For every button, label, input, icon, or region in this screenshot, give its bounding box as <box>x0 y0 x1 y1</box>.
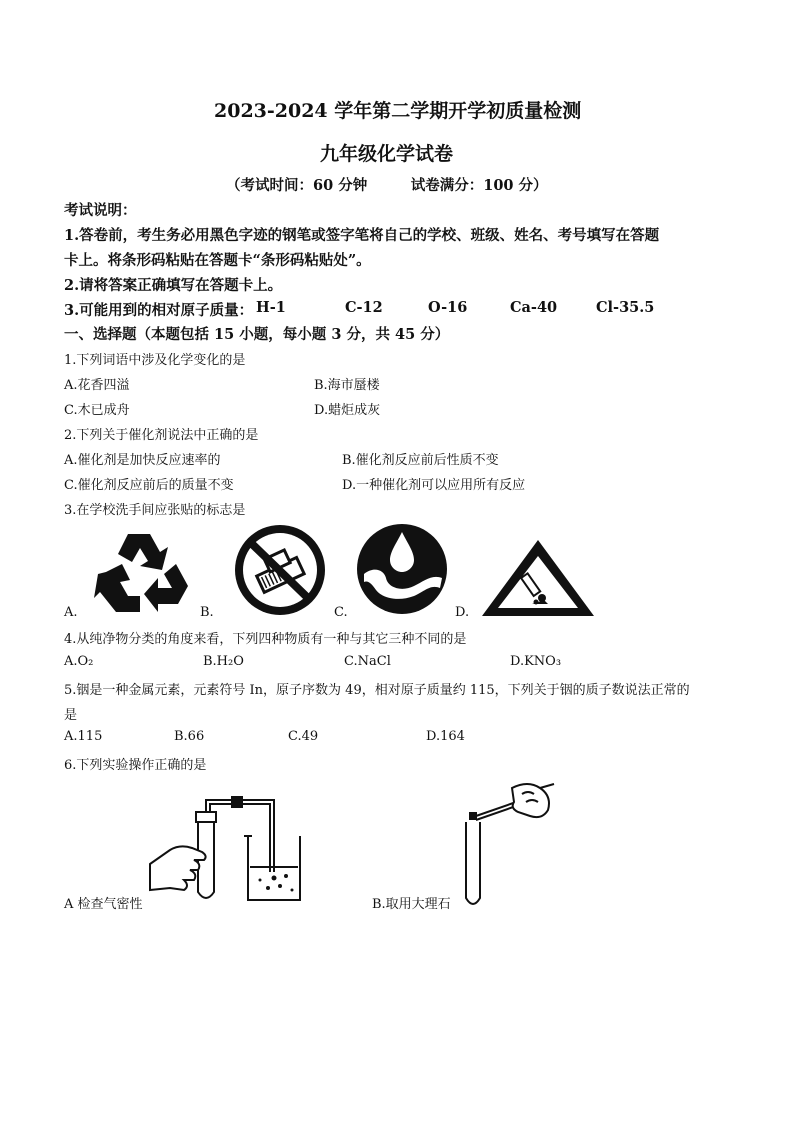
q2-option-d: D.一种催化剂可以应用所有反应 <box>342 478 526 493</box>
q5-option-b: B.66 <box>174 729 205 744</box>
exam-title: 2023-2024 学年第二学期开学初质量检测 <box>214 100 582 122</box>
q4-option-c: C.NaCl <box>344 654 391 669</box>
atomic-mass-cl: Cl-35.5 <box>596 299 655 316</box>
q5-stem-line2: 是 <box>64 708 78 723</box>
q2-option-b: B.催化剂反应前后性质不变 <box>342 453 499 468</box>
atomic-mass-h: H-1 <box>256 299 286 316</box>
instruction-1a: 1.答卷前，考生务必用黑色字迹的钢笔或签字笔将自己的学校、班级、姓名、考号填写在答题 <box>64 227 660 244</box>
toxic-warning-sign-icon <box>478 536 598 620</box>
atomic-mass-o: O-16 <box>428 299 468 316</box>
q6-option-b: B.取用大理石 <box>372 897 451 912</box>
q2-option-c: C.催化剂反应前后的质量不变 <box>64 478 234 493</box>
atomic-mass-ca: Ca-40 <box>510 299 558 316</box>
q2-option-a: A.催化剂是加快反应速率的 <box>64 453 221 468</box>
instructions-heading: 考试说明： <box>64 202 137 219</box>
atomic-mass-c: C-12 <box>345 299 383 316</box>
instruction-1b: 卡上。将条形码粘贴在答题卡“条形码粘贴处”。 <box>64 252 371 269</box>
q5-option-c: C.49 <box>288 729 319 744</box>
no-smoking-sign-icon <box>224 522 336 618</box>
q1-option-a: A.花香四溢 <box>64 378 130 393</box>
q1-stem: 1.下列词语中涉及化学变化的是 <box>64 353 246 368</box>
exam-subtitle: 九年级化学试卷 <box>320 143 454 165</box>
taking-marble-illustration <box>456 782 556 910</box>
airtightness-check-illustration <box>148 794 312 906</box>
q5-option-d: D.164 <box>426 729 465 744</box>
q4-option-d: D.KNO₃ <box>510 654 562 669</box>
recycle-sign-icon <box>88 526 200 616</box>
section-heading: 一、选择题（本题包括 15 小题，每小题 3 分，共 45 分） <box>64 326 450 343</box>
water-saving-sign-icon <box>352 522 452 616</box>
q6-stem: 6.下列实验操作正确的是 <box>64 758 207 773</box>
q3-option-d: D. <box>455 605 470 620</box>
q4-option-b: B.H₂O <box>203 654 244 669</box>
q4-option-a: A.O₂ <box>64 654 94 669</box>
q3-option-b: B. <box>200 605 214 620</box>
instruction-2: 2.请将答案正确填写在答题卡上。 <box>64 277 283 294</box>
q3-stem: 3.在学校洗手间应张贴的标志是 <box>64 503 246 518</box>
q1-option-c: C.木已成舟 <box>64 403 130 418</box>
q5-stem-line1: 5.铟是一种金属元素，元素符号 In，原子序数为 49，相对原子质量约 115，下列关于铟的质子数说法正常的 <box>64 683 690 698</box>
instruction-3-label: 3.可能用到的相对原子质量： <box>64 302 254 319</box>
q1-option-b: B.海市蜃楼 <box>314 378 380 393</box>
q4-stem: 4.从纯净物分类的角度来看，下列四种物质有一种与其它三种不同的是 <box>64 632 467 647</box>
q2-stem: 2.下列关于催化剂说法中正确的是 <box>64 428 259 443</box>
q1-option-d: D.蜡炬成灰 <box>314 403 381 418</box>
q3-option-c: C. <box>334 605 348 620</box>
exam-info: （考试时间：60 分钟 试卷满分：100 分） <box>226 177 548 194</box>
q5-option-a: A.115 <box>64 729 103 744</box>
q3-option-a: A. <box>64 605 78 620</box>
q6-option-a: A 检查气密性 <box>64 897 143 912</box>
